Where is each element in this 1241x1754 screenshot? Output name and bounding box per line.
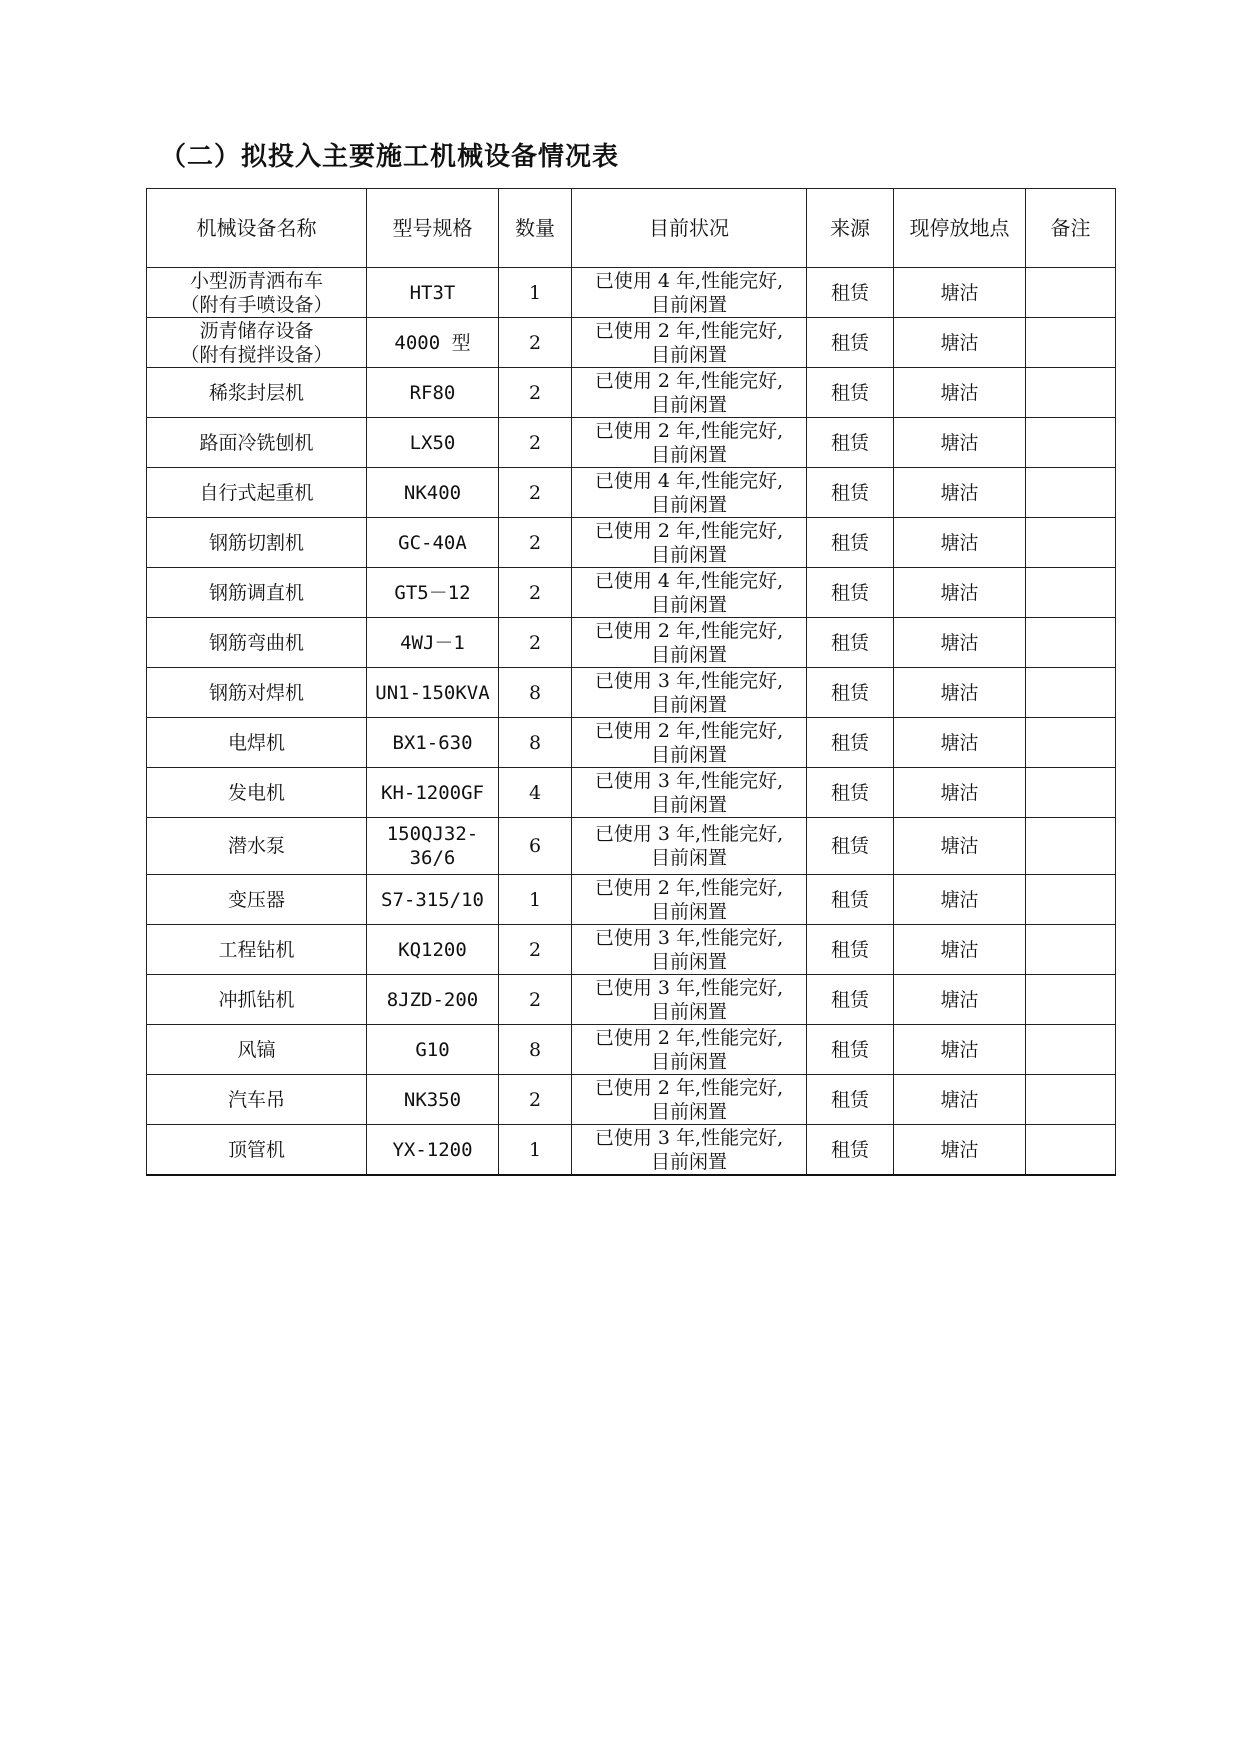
equipment-name-line: 自行式起重机 xyxy=(199,481,314,504)
location-cell: 塘沽 xyxy=(894,368,1026,418)
quantity-cell: 2 xyxy=(499,518,572,568)
location-cell: 塘沽 xyxy=(894,975,1026,1025)
model-cell: KQ1200 xyxy=(367,925,499,975)
quantity-cell: 8 xyxy=(499,1025,572,1075)
status-cell xyxy=(572,875,807,925)
quantity-cell: 8 xyxy=(499,668,572,718)
status-line: 目前闲置 xyxy=(650,593,727,616)
equipment-name-line: 电焊机 xyxy=(227,731,285,754)
header-remark: 备注 xyxy=(1026,189,1116,268)
quantity-cell: 2 xyxy=(499,418,572,468)
equipment-name-line: 变压器 xyxy=(227,888,285,911)
table-row xyxy=(147,1075,1116,1125)
status-line: 已使用 3 年,性能完好, xyxy=(594,823,784,845)
status-line: 目前闲置 xyxy=(650,1000,727,1023)
location-cell: 塘沽 xyxy=(894,1125,1026,1176)
equipment-name-cell xyxy=(147,618,367,668)
status-line: 已使用 4 年,性能完好, xyxy=(594,569,784,592)
model-cell: NK400 xyxy=(367,468,499,518)
equipment-name-line: 发电机 xyxy=(227,781,285,804)
model-cell: 4000 型 xyxy=(367,318,499,368)
status-line: 目前闲置 xyxy=(650,950,727,973)
header-quantity: 数量 xyxy=(499,189,572,268)
location-cell: 塘沽 xyxy=(894,618,1026,668)
page-title: （二）拟投入主要施工机械设备情况表 xyxy=(160,142,620,172)
remark-cell xyxy=(1026,618,1116,668)
equipment-table xyxy=(146,188,1116,1176)
equipment-name-line: 风镐 xyxy=(237,1038,276,1061)
model-cell: GC-40A xyxy=(367,518,499,568)
status-line: 目前闲置 xyxy=(650,343,727,366)
quantity-cell: 6 xyxy=(499,818,572,875)
equipment-name-line: 稀浆封层机 xyxy=(208,381,304,404)
status-cell xyxy=(572,268,807,318)
source-cell: 租赁 xyxy=(807,1025,894,1075)
status-line: 目前闲置 xyxy=(650,393,727,416)
table-row xyxy=(147,418,1116,468)
equipment-name-line: 冲抓钻机 xyxy=(218,988,295,1011)
equipment-name-cell xyxy=(147,718,367,768)
status-line: 已使用 3 年,性能完好, xyxy=(594,1126,784,1149)
table-row xyxy=(147,1025,1116,1075)
source-cell: 租赁 xyxy=(807,468,894,518)
status-line: 目前闲置 xyxy=(650,643,727,666)
quantity-cell: 2 xyxy=(499,318,572,368)
status-line: 已使用 3 年,性能完好, xyxy=(594,769,784,792)
header-current-status: 目前状况 xyxy=(572,189,807,268)
table-row xyxy=(147,718,1116,768)
model-cell: GT5－12 xyxy=(367,568,499,618)
source-cell: 租赁 xyxy=(807,718,894,768)
quantity-cell: 2 xyxy=(499,618,572,668)
equipment-name-cell xyxy=(147,1025,367,1075)
remark-cell xyxy=(1026,318,1116,368)
status-line: 目前闲置 xyxy=(650,900,727,923)
status-cell xyxy=(572,975,807,1025)
status-cell xyxy=(572,818,807,875)
table-row xyxy=(147,318,1116,368)
status-line: 目前闲置 xyxy=(650,1050,727,1073)
model-cell: KH-1200GF xyxy=(367,768,499,818)
source-cell: 租赁 xyxy=(807,568,894,618)
status-line: 已使用 2 年,性能完好, xyxy=(594,1076,784,1099)
equipment-name-cell xyxy=(147,875,367,925)
status-line: 已使用 2 年,性能完好, xyxy=(594,619,784,642)
model-cell: YX-1200 xyxy=(367,1125,499,1176)
status-line: 目前闲置 xyxy=(650,493,727,516)
location-cell: 塘沽 xyxy=(894,318,1026,368)
status-cell xyxy=(572,618,807,668)
table-row xyxy=(147,668,1116,718)
equipment-name-line: （附有手喷设备） xyxy=(180,293,333,316)
status-cell xyxy=(572,518,807,568)
status-cell xyxy=(572,1125,807,1176)
model-cell: 8JZD-200 xyxy=(367,975,499,1025)
quantity-cell: 2 xyxy=(499,1075,572,1125)
location-cell: 塘沽 xyxy=(894,518,1026,568)
quantity-cell: 1 xyxy=(499,875,572,925)
equipment-name-cell xyxy=(147,768,367,818)
status-cell xyxy=(572,925,807,975)
status-line: 已使用 2 年,性能完好, xyxy=(594,519,784,542)
header-equipment-name: 机械设备名称 xyxy=(147,189,367,268)
location-cell: 塘沽 xyxy=(894,418,1026,468)
source-cell: 租赁 xyxy=(807,975,894,1025)
status-cell xyxy=(572,768,807,818)
quantity-cell: 2 xyxy=(499,468,572,518)
status-line: 已使用 2 年,性能完好, xyxy=(594,419,784,442)
status-cell xyxy=(572,468,807,518)
equipment-name-cell xyxy=(147,925,367,975)
equipment-name-cell xyxy=(147,1125,367,1176)
model-cell: RF80 xyxy=(367,368,499,418)
source-cell: 租赁 xyxy=(807,668,894,718)
remark-cell xyxy=(1026,768,1116,818)
model-cell: NK350 xyxy=(367,1075,499,1125)
status-line: 已使用 2 年,性能完好, xyxy=(594,369,784,392)
location-cell: 塘沽 xyxy=(894,768,1026,818)
equipment-name-cell xyxy=(147,975,367,1025)
remark-cell xyxy=(1026,975,1116,1025)
location-cell: 塘沽 xyxy=(894,875,1026,925)
remark-cell xyxy=(1026,468,1116,518)
source-cell: 租赁 xyxy=(807,1125,894,1176)
status-line: 目前闲置 xyxy=(650,543,727,566)
status-cell xyxy=(572,368,807,418)
table-row xyxy=(147,768,1116,818)
equipment-name-line: 汽车吊 xyxy=(227,1088,285,1111)
location-cell: 塘沽 xyxy=(894,925,1026,975)
remark-cell xyxy=(1026,368,1116,418)
source-cell: 租赁 xyxy=(807,518,894,568)
model-cell: LX50 xyxy=(367,418,499,468)
table-row xyxy=(147,975,1116,1025)
location-cell: 塘沽 xyxy=(894,818,1026,875)
table-row xyxy=(147,925,1116,975)
remark-cell xyxy=(1026,875,1116,925)
status-cell xyxy=(572,1025,807,1075)
status-line: 目前闲置 xyxy=(650,443,727,466)
remark-cell xyxy=(1026,568,1116,618)
location-cell: 塘沽 xyxy=(894,568,1026,618)
source-cell: 租赁 xyxy=(807,925,894,975)
model-cell: G10 xyxy=(367,1025,499,1075)
source-cell: 租赁 xyxy=(807,768,894,818)
quantity-cell: 1 xyxy=(499,1125,572,1176)
equipment-name-line: （附有搅拌设备） xyxy=(180,343,333,366)
table-header-row xyxy=(147,189,1116,268)
status-line: 已使用 4 年,性能完好, xyxy=(594,469,784,492)
remark-cell xyxy=(1026,418,1116,468)
remark-cell xyxy=(1026,925,1116,975)
equipment-name-cell xyxy=(147,418,367,468)
table-row xyxy=(147,568,1116,618)
remark-cell xyxy=(1026,1025,1116,1075)
remark-cell xyxy=(1026,818,1116,875)
remark-cell xyxy=(1026,268,1116,318)
status-cell xyxy=(572,668,807,718)
quantity-cell: 2 xyxy=(499,568,572,618)
table-row xyxy=(147,368,1116,418)
equipment-name-cell xyxy=(147,468,367,518)
equipment-name-cell xyxy=(147,268,367,318)
location-cell: 塘沽 xyxy=(894,268,1026,318)
equipment-name-line: 钢筋对焊机 xyxy=(208,681,304,704)
status-cell xyxy=(572,568,807,618)
status-line: 已使用 2 年,性能完好, xyxy=(594,876,784,899)
source-cell: 租赁 xyxy=(807,268,894,318)
remark-cell xyxy=(1026,718,1116,768)
status-line: 目前闲置 xyxy=(650,793,727,816)
source-cell: 租赁 xyxy=(807,1075,894,1125)
status-line: 已使用 2 年,性能完好, xyxy=(594,319,784,342)
equipment-name-line: 路面冷铣刨机 xyxy=(199,431,314,454)
status-line: 已使用 2 年,性能完好, xyxy=(594,719,784,742)
location-cell: 塘沽 xyxy=(894,718,1026,768)
status-line: 目前闲置 xyxy=(650,743,727,766)
equipment-name-line: 钢筋弯曲机 xyxy=(208,631,304,654)
status-line: 已使用 4 年,性能完好, xyxy=(594,269,784,292)
equipment-name-cell xyxy=(147,668,367,718)
remark-cell xyxy=(1026,668,1116,718)
equipment-name-line: 沥青储存设备 xyxy=(199,319,314,342)
status-line: 目前闲置 xyxy=(650,1100,727,1123)
model-cell: 150QJ32-36/6 xyxy=(367,818,499,875)
location-cell: 塘沽 xyxy=(894,468,1026,518)
equipment-name-line: 钢筋调直机 xyxy=(208,581,304,604)
table-row xyxy=(147,468,1116,518)
table-row xyxy=(147,818,1116,875)
header-model: 型号规格 xyxy=(367,189,499,268)
model-cell: HT3T xyxy=(367,268,499,318)
equipment-name-line: 工程钻机 xyxy=(218,938,295,961)
equipment-name-cell xyxy=(147,518,367,568)
header-location: 现停放地点 xyxy=(894,189,1026,268)
status-line: 已使用 2 年,性能完好, xyxy=(594,1026,784,1049)
table-body xyxy=(147,268,1116,1176)
equipment-name-cell xyxy=(147,818,367,875)
table-row xyxy=(147,518,1116,568)
source-cell: 租赁 xyxy=(807,818,894,875)
status-cell xyxy=(572,718,807,768)
source-cell: 租赁 xyxy=(807,318,894,368)
status-line: 目前闲置 xyxy=(650,693,727,716)
quantity-cell: 1 xyxy=(499,268,572,318)
table-row xyxy=(147,268,1116,318)
equipment-name-cell xyxy=(147,368,367,418)
equipment-name-line: 潜水泵 xyxy=(227,835,285,857)
equipment-name-line: 小型沥青洒布车 xyxy=(189,269,323,292)
source-cell: 租赁 xyxy=(807,418,894,468)
location-cell: 塘沽 xyxy=(894,1025,1026,1075)
remark-cell xyxy=(1026,1075,1116,1125)
status-line: 已使用 3 年,性能完好, xyxy=(594,926,784,949)
status-cell xyxy=(572,1075,807,1125)
remark-cell xyxy=(1026,518,1116,568)
location-cell: 塘沽 xyxy=(894,1075,1026,1125)
quantity-cell: 8 xyxy=(499,718,572,768)
location-cell: 塘沽 xyxy=(894,668,1026,718)
equipment-name-line: 顶管机 xyxy=(227,1138,285,1161)
model-cell: UN1-150KVA xyxy=(367,668,499,718)
status-line: 目前闲置 xyxy=(650,293,727,316)
table-row xyxy=(147,1125,1116,1176)
equipment-name-cell xyxy=(147,568,367,618)
header-source: 来源 xyxy=(807,189,894,268)
model-cell: S7-315/10 xyxy=(367,875,499,925)
quantity-cell: 2 xyxy=(499,975,572,1025)
quantity-cell: 4 xyxy=(499,768,572,818)
model-cell: BX1-630 xyxy=(367,718,499,768)
equipment-name-cell xyxy=(147,318,367,368)
status-line: 已使用 3 年,性能完好, xyxy=(594,976,784,999)
equipment-name-cell xyxy=(147,1075,367,1125)
source-cell: 租赁 xyxy=(807,875,894,925)
quantity-cell: 2 xyxy=(499,925,572,975)
status-line: 目前闲置 xyxy=(650,847,727,869)
status-line: 目前闲置 xyxy=(650,1150,727,1173)
status-line: 已使用 3 年,性能完好, xyxy=(594,669,784,692)
source-cell: 租赁 xyxy=(807,618,894,668)
quantity-cell: 2 xyxy=(499,368,572,418)
status-cell xyxy=(572,418,807,468)
source-cell: 租赁 xyxy=(807,368,894,418)
status-cell xyxy=(572,318,807,368)
equipment-name-line: 钢筋切割机 xyxy=(208,531,304,554)
table-row xyxy=(147,875,1116,925)
table-row xyxy=(147,618,1116,668)
model-cell: 4WJ－1 xyxy=(367,618,499,668)
remark-cell xyxy=(1026,1125,1116,1176)
